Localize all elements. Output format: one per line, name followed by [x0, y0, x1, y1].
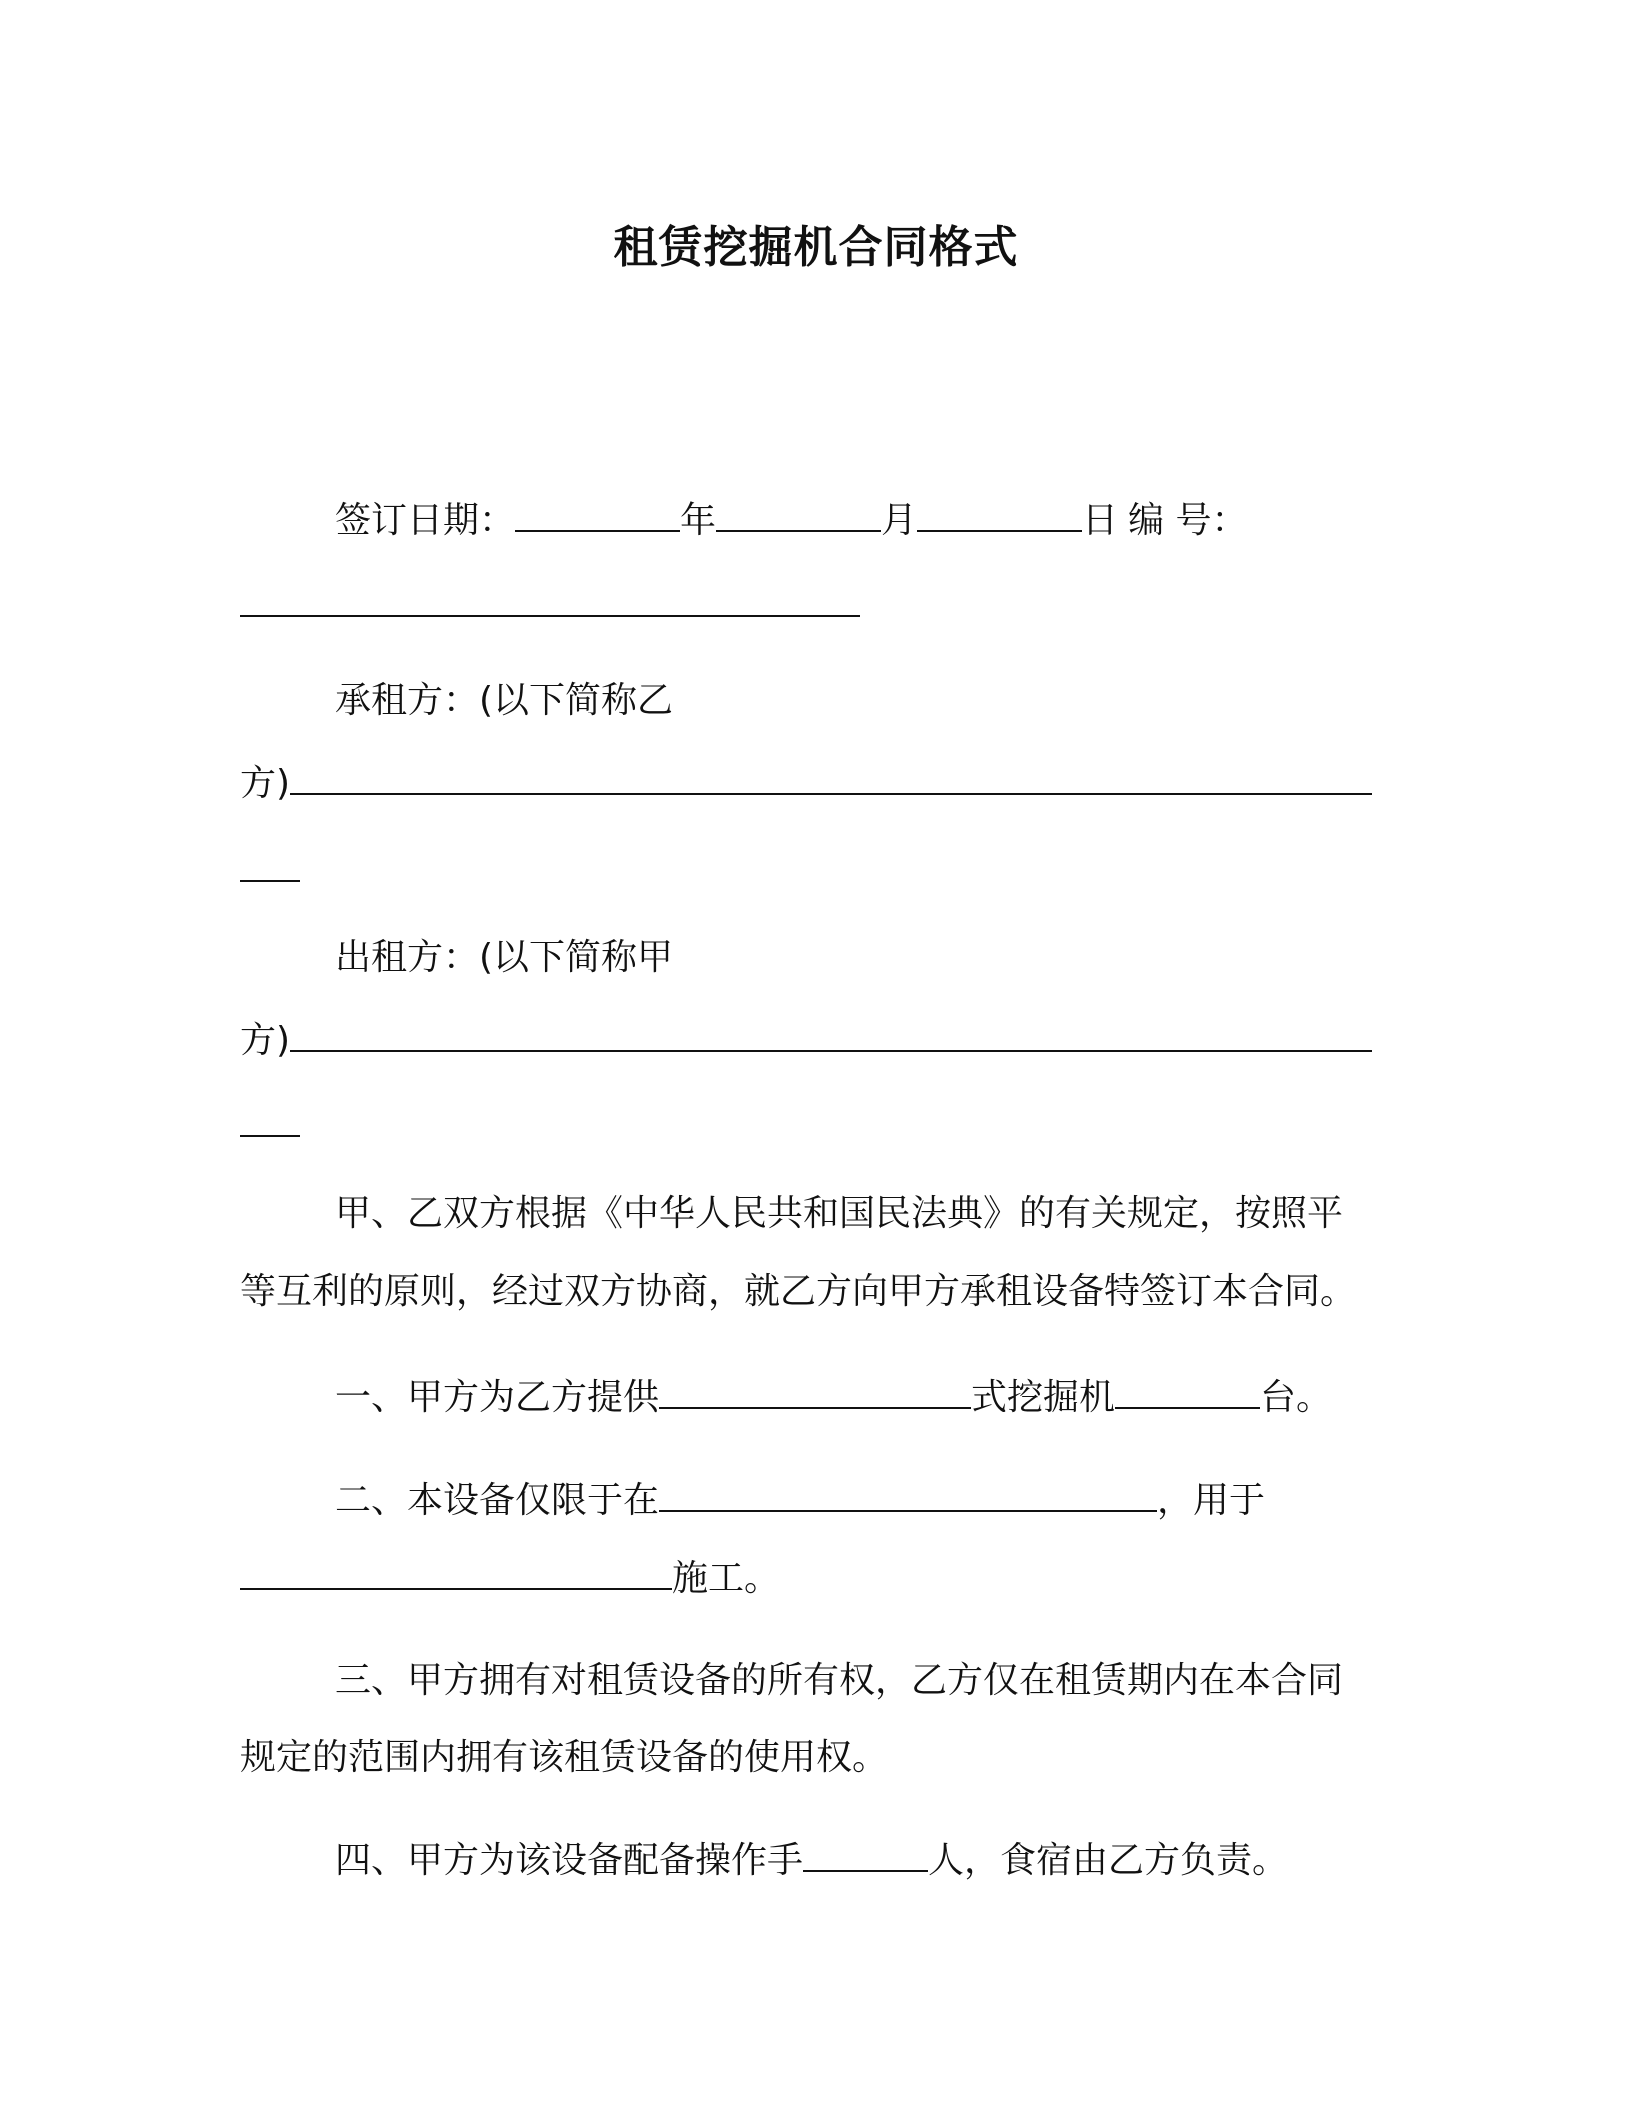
contract-number-line	[240, 580, 1390, 632]
clause-3-line-1: 三、甲方拥有对租赁设备的所有权，乙方仅在租赁期内在本合同	[335, 1660, 1344, 1701]
lessor-intro: (以下简称甲	[479, 937, 674, 978]
document-title: 租赁挖掘机合同格式	[613, 222, 1019, 273]
clause-2-line-2	[240, 1553, 1390, 1605]
clause-2	[335, 1475, 1485, 1527]
year-blank	[515, 500, 680, 532]
signing-date-line	[335, 495, 1485, 547]
contract-number-blank	[240, 585, 860, 617]
lessor-name-line	[240, 1015, 1390, 1067]
lessor-line	[335, 932, 1485, 984]
clause-2-text-c: 施工。	[672, 1558, 781, 1599]
lessor-label: 出租方：	[335, 937, 480, 978]
location-blank	[659, 1480, 1157, 1512]
lessee-label: 承租方：	[335, 680, 480, 721]
intro-paragraph-line-2: 等互利的原则，经过双方协商，就乙方向甲方承租设备特签订本合同。	[240, 1271, 1357, 1312]
clause-4	[335, 1835, 1485, 1887]
day-blank	[917, 500, 1082, 532]
lessor-name-blank	[290, 1020, 1372, 1052]
lessee-cont: 方)	[240, 763, 291, 804]
month-blank	[716, 500, 881, 532]
lessee-line	[335, 675, 1485, 727]
intro-paragraph-line-1: 甲、乙双方根据《中华人民共和国民法典》的有关规定，按照平	[335, 1193, 1344, 1234]
clause-1-text-b: 式挖掘机	[971, 1377, 1116, 1418]
clause-4-text-a: 四、甲方为该设备配备操作手	[335, 1840, 804, 1881]
purpose-blank	[240, 1558, 672, 1590]
lessee-name-line	[240, 758, 1390, 810]
lessee-name-blank	[290, 763, 1372, 795]
month-label: 月	[881, 500, 918, 541]
year-label: 年	[680, 500, 717, 541]
clause-1-text-c: 台。	[1260, 1377, 1333, 1418]
contract-number-label: 编 号：	[1128, 500, 1248, 541]
lessee-intro: (以下简称乙	[479, 680, 674, 721]
lessor-name-blank-2	[240, 1105, 300, 1137]
clause-1	[335, 1372, 1485, 1424]
excavator-count-blank	[1115, 1377, 1260, 1409]
clause-4-text-b: 人，食宿由乙方负责。	[928, 1840, 1289, 1881]
day-label: 日	[1082, 500, 1119, 541]
clause-1-text-a: 一、甲方为乙方提供	[335, 1377, 660, 1418]
lessee-name-line-2	[240, 845, 1390, 897]
lessor-name-line-2	[240, 1100, 1390, 1152]
excavator-type-blank	[659, 1377, 971, 1409]
lessor-cont: 方)	[240, 1020, 291, 1061]
lessee-name-blank-2	[240, 850, 300, 882]
clause-2-text-a: 二、本设备仅限于在	[335, 1480, 660, 1521]
signing-date-label: 签订日期：	[335, 500, 516, 541]
operator-count-blank	[803, 1840, 928, 1872]
clause-3-line-2: 规定的范围内拥有该租赁设备的使用权。	[240, 1737, 889, 1778]
clause-2-text-b: ，用于	[1157, 1480, 1266, 1521]
